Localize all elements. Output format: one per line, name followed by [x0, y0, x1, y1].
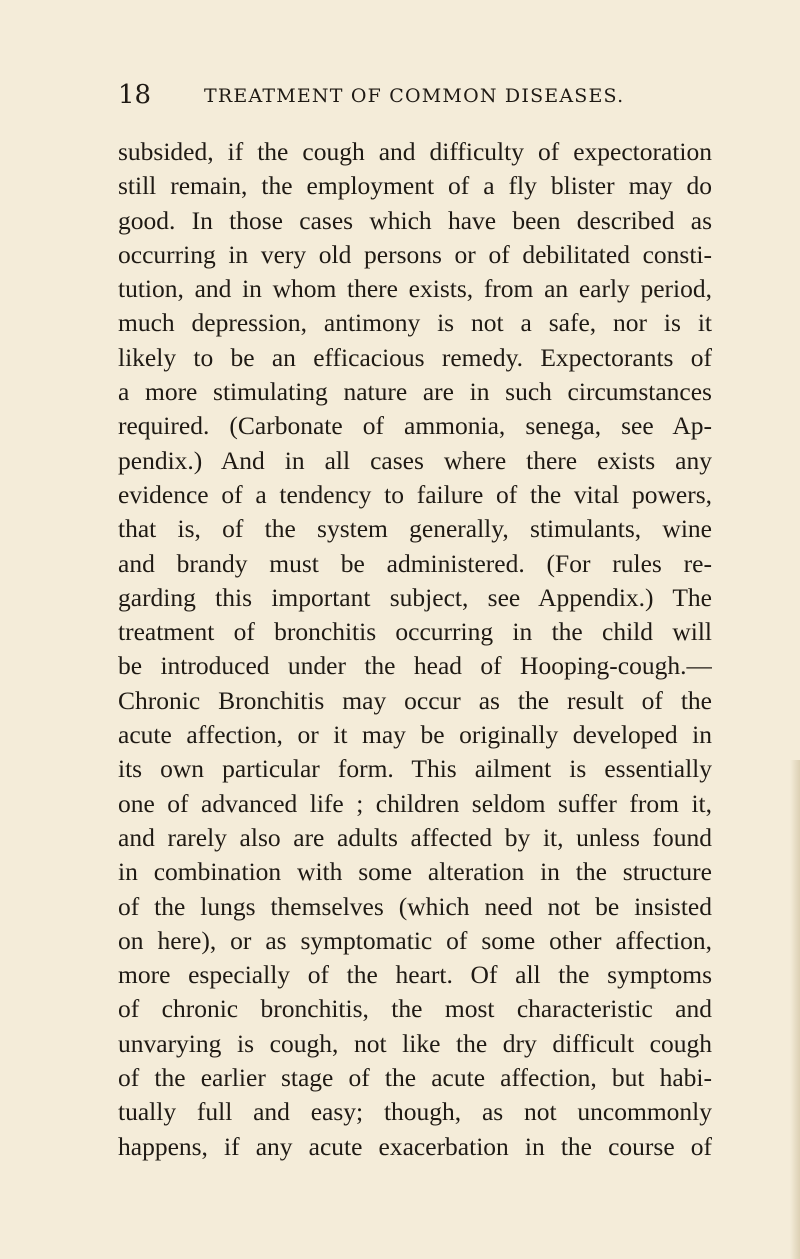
text-line: of the lungs themselves (which need not be insisted	[118, 891, 712, 921]
text-line: more especially of the heart. Of all the symptoms	[118, 960, 712, 990]
page-number: 18	[118, 80, 152, 110]
text-line: required. (Carbonate of ammonia, senega, see Ap-	[118, 411, 712, 441]
text-line: that is, of the system generally, stimulants, wine	[118, 514, 712, 544]
text-line: unvarying is cough, not like the dry difficult cough	[118, 1028, 712, 1058]
text-line: its own particular form. This ailment is essentially	[118, 754, 712, 784]
text-line: be introduced under the head of Hooping-cough.—	[118, 651, 712, 681]
text-line: much depression, antimony is not a safe, nor is it	[118, 308, 712, 338]
running-head: TREATMENT OF COMMON DISEASES.	[204, 85, 625, 107]
page-header	[118, 78, 718, 118]
text-line: happens, if any acute exacerbation in the course of	[118, 1131, 712, 1161]
text-line: likely to be an efficacious remedy. Expectorants of	[118, 342, 712, 372]
text-line: of chronic bronchitis, the most characteristic and	[118, 994, 712, 1024]
text-line: in combination with some alteration in the structure	[118, 857, 712, 887]
text-line: Chronic Bronchitis may occur as the result of the	[118, 685, 712, 715]
text-line: on here), or as symptomatic of some other affection,	[118, 925, 712, 955]
text-line: tually full and easy; though, as not uncommonly	[118, 1097, 712, 1127]
page-edge-shadow	[790, 760, 800, 1259]
text-line: subsided, if the cough and difficulty of expectoration	[118, 137, 712, 166]
text-line: occurring in very old persons or of debilitated consti-	[118, 239, 712, 269]
text-line: evidence of a tendency to failure of the vital powers,	[118, 479, 712, 509]
text-line: one of advanced life ; children seldom suffer from it,	[118, 788, 712, 818]
text-line: acute affection, or it may be originally developed in	[118, 720, 712, 750]
text-line: good. In those cases which have been described as	[118, 205, 712, 235]
text-line: still remain, the employment of a fly blister may do	[118, 171, 712, 201]
text-line: pendix.) And in all cases where there exists any	[118, 445, 712, 475]
text-line: and rarely also are adults affected by it, unless found	[118, 822, 712, 852]
text-line: of the earlier stage of the acute affection, but habi-	[118, 1063, 712, 1093]
text-line: treatment of bronchitis occurring in the child will	[118, 617, 712, 647]
body-text	[118, 135, 712, 1164]
text-line: a more stimulating nature are in such circumstances	[118, 377, 712, 407]
text-line: garding this important subject, see Appendix.) The	[118, 582, 712, 612]
text-line: and brandy must be administered. (For rules re-	[118, 548, 712, 578]
text-line: tution, and in whom there exists, from an early period,	[118, 274, 712, 304]
